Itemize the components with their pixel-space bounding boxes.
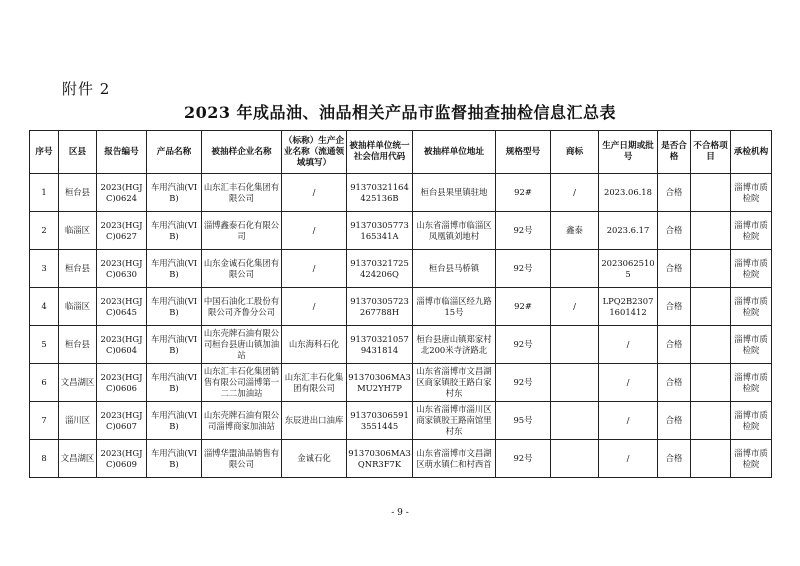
table-cell: 91370306MA3QNR3F7K <box>347 440 413 478</box>
table-cell: 车用汽油(VIB) <box>147 212 202 250</box>
table-cell: 淄博市质检院 <box>731 174 772 212</box>
table-cell <box>551 326 599 364</box>
column-header: 报告编号 <box>97 131 147 174</box>
table-cell: 1 <box>30 174 59 212</box>
table-cell: 合格 <box>658 174 691 212</box>
inspection-table <box>29 130 772 478</box>
table-cell: / <box>599 440 658 478</box>
column-header: 被抽样企业名称 <box>202 131 282 174</box>
table-cell: 桓台县 <box>59 326 97 364</box>
column-header: 序号 <box>30 131 59 174</box>
table-cell: 桓台县果里镇驻地 <box>413 174 496 212</box>
table-cell: 中国石油化工股份有限公司齐鲁分公司 <box>202 288 282 326</box>
table-row <box>30 288 772 326</box>
table-cell: 2023(HGJC)0627 <box>97 212 147 250</box>
column-header: （标称）生产企业名称（流通领域填写） <box>282 131 347 174</box>
table-cell: 2023(HGJC)0606 <box>97 364 147 402</box>
table-cell: 临淄区 <box>59 212 97 250</box>
table-cell: 913703210579431814 <box>347 326 413 364</box>
table-cell: 淄博华盟油品销售有限公司 <box>202 440 282 478</box>
table-cell: 车用汽油(VIB) <box>147 174 202 212</box>
table-cell: 淄博市质检院 <box>731 288 772 326</box>
table-row <box>30 402 772 440</box>
table-cell: 淄博市质检院 <box>731 440 772 478</box>
table-cell: 合格 <box>658 364 691 402</box>
document-title: 2023 年成品油、油品相关产品市监督抽查抽检信息汇总表 <box>183 103 617 122</box>
table-cell: 淄博市临淄区经九路15号 <box>413 288 496 326</box>
table-cell: 山东省淄博市临淄区凤凰镇刘地村 <box>413 212 496 250</box>
table-cell: 金诚石化 <box>282 440 347 478</box>
table-cell <box>691 174 731 212</box>
column-header: 规格型号 <box>496 131 551 174</box>
table-cell: 淄川区 <box>59 402 97 440</box>
column-header: 是否合格 <box>658 131 691 174</box>
table-cell: 合格 <box>658 250 691 288</box>
table-cell: 淄博市质检院 <box>731 402 772 440</box>
table-cell: 92号 <box>496 440 551 478</box>
column-header: 不合格项目 <box>691 131 731 174</box>
table-cell: 山东壳牌石油有限公司桓台县唐山镇加油站 <box>202 326 282 364</box>
table-cell: 20230625105 <box>599 250 658 288</box>
table-cell: / <box>599 326 658 364</box>
table-cell: 2023.06.18 <box>599 174 658 212</box>
table-cell: 山东省淄博市文昌湖区萌水镇仁和村西首 <box>413 440 496 478</box>
column-header: 被抽样单位地址 <box>413 131 496 174</box>
table-row <box>30 174 772 212</box>
table-cell: 淄博市质检院 <box>731 250 772 288</box>
table-cell: 92号 <box>496 326 551 364</box>
table-cell: 山东省淄博市文昌湖区商家镇胶王路白家村东 <box>413 364 496 402</box>
table-cell: 山东汇丰石化集团有限公司 <box>202 174 282 212</box>
table-row <box>30 364 772 402</box>
table-cell: 5 <box>30 326 59 364</box>
table-cell: 91370321164425136B <box>347 174 413 212</box>
column-header: 产品名称 <box>147 131 202 174</box>
table-cell: 合格 <box>658 440 691 478</box>
table-cell: 2023(HGJC)0630 <box>97 250 147 288</box>
table-header-row <box>30 131 772 174</box>
table-cell: 东辰进出口油库 <box>282 402 347 440</box>
table-cell <box>691 326 731 364</box>
table-cell: 桓台县 <box>59 250 97 288</box>
table-cell: 山东壳牌石油有限公司淄博商家加油站 <box>202 402 282 440</box>
table-cell: 合格 <box>658 288 691 326</box>
table-cell: 8 <box>30 440 59 478</box>
table-cell: 91370305773165341A <box>347 212 413 250</box>
table-cell: 合格 <box>658 212 691 250</box>
table-cell <box>691 440 731 478</box>
table-cell: 文昌湖区 <box>59 364 97 402</box>
table-cell: 山东省淄博市淄川区商家镇胶王路南馆里村东 <box>413 402 496 440</box>
table-cell <box>691 212 731 250</box>
table-cell: 桓台县马桥镇 <box>413 250 496 288</box>
table-cell: 2 <box>30 212 59 250</box>
table-cell: 桓台县唐山镇郑家村北200米寺济路北 <box>413 326 496 364</box>
table-cell: 合格 <box>658 326 691 364</box>
table-cell: 91370306MA3MU2YH7P <box>347 364 413 402</box>
table-cell: / <box>282 212 347 250</box>
table-cell: 车用汽油(VIB) <box>147 326 202 364</box>
table-cell: / <box>599 364 658 402</box>
page-number: - 9 - <box>391 508 409 518</box>
table-cell <box>551 440 599 478</box>
table-cell: 车用汽油(VIB) <box>147 402 202 440</box>
table-cell: 6 <box>30 364 59 402</box>
table-cell: 2023.6.17 <box>599 212 658 250</box>
table-cell: 92号 <box>496 212 551 250</box>
table-cell <box>551 250 599 288</box>
table-row <box>30 250 772 288</box>
table-cell: / <box>282 288 347 326</box>
column-header: 被抽样单位统一社会信用代码 <box>347 131 413 174</box>
table-cell: 鑫泰 <box>551 212 599 250</box>
table-cell: / <box>282 174 347 212</box>
table-cell: / <box>282 250 347 288</box>
table-cell: 车用汽油(VIB) <box>147 440 202 478</box>
column-header: 生产日期或批号 <box>599 131 658 174</box>
table-cell: 91370305723267788H <box>347 288 413 326</box>
table-cell: 山东金诚石化集团有限公司 <box>202 250 282 288</box>
table-cell <box>551 364 599 402</box>
table-cell: 3 <box>30 250 59 288</box>
attachment-label: 附件 2 <box>62 80 111 98</box>
table-cell: 913703065913551445 <box>347 402 413 440</box>
table-cell: 山东汇丰石化集团销售有限公司淄博第一二二加油站 <box>202 364 282 402</box>
table-cell: 淄博鑫泰石化有限公司 <box>202 212 282 250</box>
table-cell: / <box>599 402 658 440</box>
table-row <box>30 212 772 250</box>
table-cell: 车用汽油(VIB) <box>147 288 202 326</box>
table-cell: 2023(HGJC)0607 <box>97 402 147 440</box>
table-row <box>30 326 772 364</box>
table-cell <box>551 402 599 440</box>
table-cell: 2023(HGJC)0604 <box>97 326 147 364</box>
column-header: 商标 <box>551 131 599 174</box>
table-cell: 车用汽油(VIB) <box>147 250 202 288</box>
table-cell: 山东汇丰石化集团有限公司 <box>282 364 347 402</box>
table-cell <box>691 402 731 440</box>
table-cell: 淄博市质检院 <box>731 326 772 364</box>
column-header: 承检机构 <box>731 131 772 174</box>
table-cell: 4 <box>30 288 59 326</box>
table-cell: 92号 <box>496 250 551 288</box>
table-cell <box>691 288 731 326</box>
table-cell: 2023(HGJC)0624 <box>97 174 147 212</box>
table-cell <box>691 364 731 402</box>
table-cell: 桓台县 <box>59 174 97 212</box>
table-cell: 文昌湖区 <box>59 440 97 478</box>
table-row <box>30 440 772 478</box>
table-cell: / <box>551 174 599 212</box>
table-cell: 92# <box>496 174 551 212</box>
table-cell: 山东海科石化 <box>282 326 347 364</box>
table-cell: 临淄区 <box>59 288 97 326</box>
table-cell: 92号 <box>496 364 551 402</box>
table-cell: 91370321725424206Q <box>347 250 413 288</box>
table-cell <box>691 250 731 288</box>
table-cell: 车用汽油(VIB) <box>147 364 202 402</box>
table-cell: / <box>551 288 599 326</box>
table-cell: 7 <box>30 402 59 440</box>
table-cell: 淄博市质检院 <box>731 364 772 402</box>
column-header: 区县 <box>59 131 97 174</box>
table-cell: 92# <box>496 288 551 326</box>
table-cell: 2023(HGJC)0609 <box>97 440 147 478</box>
table-cell: LPQ2B23071601412 <box>599 288 658 326</box>
table-cell: 95号 <box>496 402 551 440</box>
table-cell: 2023(HGJC)0645 <box>97 288 147 326</box>
table-cell: 淄博市质检院 <box>731 212 772 250</box>
table-cell: 合格 <box>658 402 691 440</box>
